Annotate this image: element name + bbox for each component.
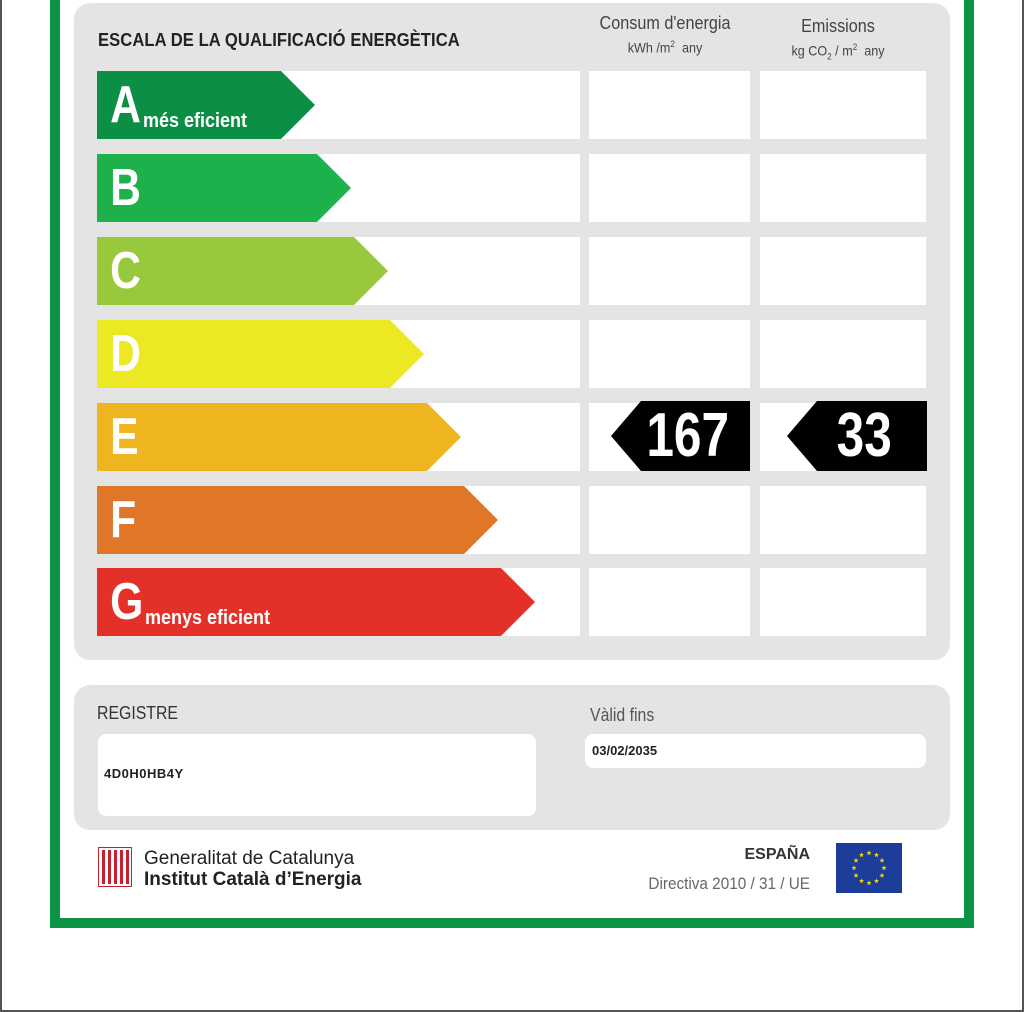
emissions-cell-d bbox=[760, 320, 926, 388]
consumption-rating-badge bbox=[611, 401, 750, 471]
class-arrow-b bbox=[97, 154, 351, 222]
class-arrow-c bbox=[97, 237, 388, 305]
emissions-rating-badge bbox=[787, 401, 927, 471]
class-letter: G bbox=[110, 573, 144, 631]
valid-until-value: 03/02/2035 bbox=[592, 743, 658, 758]
class-letter: B bbox=[110, 159, 141, 217]
class-arrow-a bbox=[97, 71, 315, 139]
country-label: ESPAÑA bbox=[744, 846, 810, 863]
eu-flag-icon bbox=[836, 843, 902, 893]
emissions-cell-g bbox=[760, 568, 926, 636]
class-letter: F bbox=[110, 491, 137, 549]
senyera-shield-icon bbox=[98, 847, 132, 887]
scale-title: ESCALA DE LA QUALIFICACIÓ ENERGÈTICA bbox=[98, 30, 460, 50]
class-letter: D bbox=[110, 325, 141, 383]
register-label: REGISTRE bbox=[97, 703, 178, 723]
directive-label: Directiva 2010 / 31 / UE bbox=[648, 874, 810, 893]
register-value: 4D0H0HB4Y bbox=[104, 766, 184, 781]
emissions-rating-badge-value: 33 bbox=[836, 401, 892, 470]
consumption-cell-d bbox=[589, 320, 750, 388]
consumption-rating-badge-value: 167 bbox=[646, 401, 730, 470]
class-note: més eficient bbox=[142, 110, 247, 132]
class-arrow-d bbox=[97, 320, 424, 388]
class-arrow-e bbox=[97, 403, 461, 471]
class-letter: E bbox=[110, 408, 139, 466]
valid-until-label: Vàlid fins bbox=[590, 705, 655, 725]
emissions-header-label: Emissions bbox=[801, 16, 875, 36]
consumption-column-header bbox=[593, 11, 737, 57]
class-note: menys eficient bbox=[145, 607, 271, 629]
consumption-header-label: Consum d'energia bbox=[599, 13, 731, 33]
consumption-cell-c bbox=[589, 237, 750, 305]
emissions-cell-c bbox=[760, 237, 926, 305]
emissions-cell-b bbox=[760, 154, 926, 222]
emissions-column-header bbox=[765, 14, 911, 65]
class-arrow-g bbox=[97, 568, 535, 636]
consumption-cell-b bbox=[589, 154, 750, 222]
consumption-cell-g bbox=[589, 568, 750, 636]
emissions-cell-a bbox=[760, 71, 926, 139]
emissions-unit: kg $CO_2 / m^2$ any bbox=[791, 42, 885, 62]
class-letter: A bbox=[110, 76, 141, 134]
class-arrow-f bbox=[97, 486, 498, 554]
consumption-unit: kWh $/m^2$ any bbox=[627, 39, 703, 56]
class-letter: C bbox=[110, 242, 141, 300]
consumption-cell-f bbox=[589, 486, 750, 554]
consumption-cell-a bbox=[589, 71, 750, 139]
emissions-cell-f bbox=[760, 486, 926, 554]
issuer-name: Generalitat de Catalunya bbox=[144, 848, 355, 869]
institute-name: Institut Català d’Energia bbox=[144, 869, 362, 890]
